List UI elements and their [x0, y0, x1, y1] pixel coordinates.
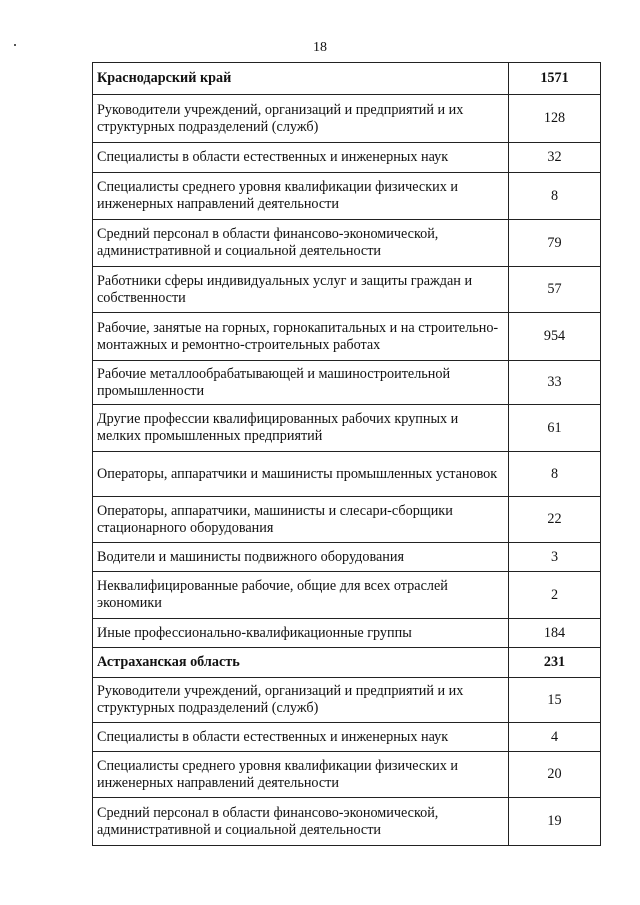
- occupation-group: Специалисты среднего уровня квалификации физических и инженерных направлений деятельности: [93, 173, 509, 220]
- occupation-count: 3: [509, 543, 601, 572]
- occupation-count: 4: [509, 723, 601, 752]
- margin-mark: [14, 44, 16, 46]
- table-row-region: [93, 63, 601, 95]
- table-row: [93, 95, 601, 143]
- page-number: 18: [313, 40, 327, 55]
- occupation-group: Неквалифицированные рабочие, общие для всех отраслей экономики: [93, 572, 509, 619]
- region-name: Краснодарский край: [93, 63, 509, 95]
- occupation-count: 20: [509, 752, 601, 798]
- occupation-group: Специалисты среднего уровня квалификации физических и инженерных направлений деятельности: [93, 752, 509, 798]
- occupation-group: Специалисты в области естественных и инженерных наук: [93, 723, 509, 752]
- region-total: 1571: [509, 63, 601, 95]
- table-row: [93, 452, 601, 497]
- occupation-count: 61: [509, 405, 601, 452]
- occupation-group: Работники сферы индивидуальных услуг и защиты граждан и собственности: [93, 267, 509, 313]
- table-row: [93, 220, 601, 267]
- occupation-count: 19: [509, 798, 601, 846]
- occupation-count: 57: [509, 267, 601, 313]
- occupation-count: 2: [509, 572, 601, 619]
- occupation-count: 954: [509, 313, 601, 361]
- table-row: [93, 173, 601, 220]
- statistics-table: [92, 62, 601, 846]
- table-row: [93, 619, 601, 648]
- occupation-count: 15: [509, 678, 601, 723]
- table-row: [93, 798, 601, 846]
- occupation-group: Иные профессионально-квалификационные группы: [93, 619, 509, 648]
- occupation-count: 8: [509, 452, 601, 497]
- occupation-group: Рабочие, занятые на горных, горнокапитальных и на строительно-монтажных и ремонтно-строительных работах: [93, 313, 509, 361]
- occupation-count: 184: [509, 619, 601, 648]
- occupation-group: Водители и машинисты подвижного оборудования: [93, 543, 509, 572]
- occupation-group: Рабочие металлообрабатывающей и машиностроительной промышленности: [93, 361, 509, 405]
- occupation-count: 32: [509, 143, 601, 173]
- occupation-group: Другие профессии квалифицированных рабочих крупных и мелких промышленных предприятий: [93, 405, 509, 452]
- occupation-group: Средний персонал в области финансово-экономической, административной и социальной деятельности: [93, 220, 509, 267]
- table-row: [93, 143, 601, 173]
- table-row: [93, 361, 601, 405]
- table-row-region: [93, 648, 601, 678]
- table-row: [93, 497, 601, 543]
- occupation-count: 33: [509, 361, 601, 405]
- table-row: [93, 313, 601, 361]
- occupation-group: Специалисты в области естественных и инженерных наук: [93, 143, 509, 173]
- table-row: [93, 572, 601, 619]
- occupation-count: 128: [509, 95, 601, 143]
- region-name: Астраханская область: [93, 648, 509, 678]
- occupation-count: 22: [509, 497, 601, 543]
- occupation-group: Руководители учреждений, организаций и предприятий и их структурных подразделений (служб): [93, 95, 509, 143]
- table-row: [93, 543, 601, 572]
- table-row: [93, 405, 601, 452]
- occupation-group: Руководители учреждений, организаций и предприятий и их структурных подразделений (служб): [93, 678, 509, 723]
- table-row: [93, 267, 601, 313]
- table-row: [93, 723, 601, 752]
- occupation-group: Средний персонал в области финансово-экономической, административной и социальной деятельности: [93, 798, 509, 846]
- table-row: [93, 752, 601, 798]
- region-total: 231: [509, 648, 601, 678]
- table-row: [93, 678, 601, 723]
- occupation-count: 8: [509, 173, 601, 220]
- occupation-group: Операторы, аппаратчики и машинисты промышленных установок: [93, 452, 509, 497]
- occupation-group: Операторы, аппаратчики, машинисты и слесари-сборщики стационарного оборудования: [93, 497, 509, 543]
- occupation-count: 79: [509, 220, 601, 267]
